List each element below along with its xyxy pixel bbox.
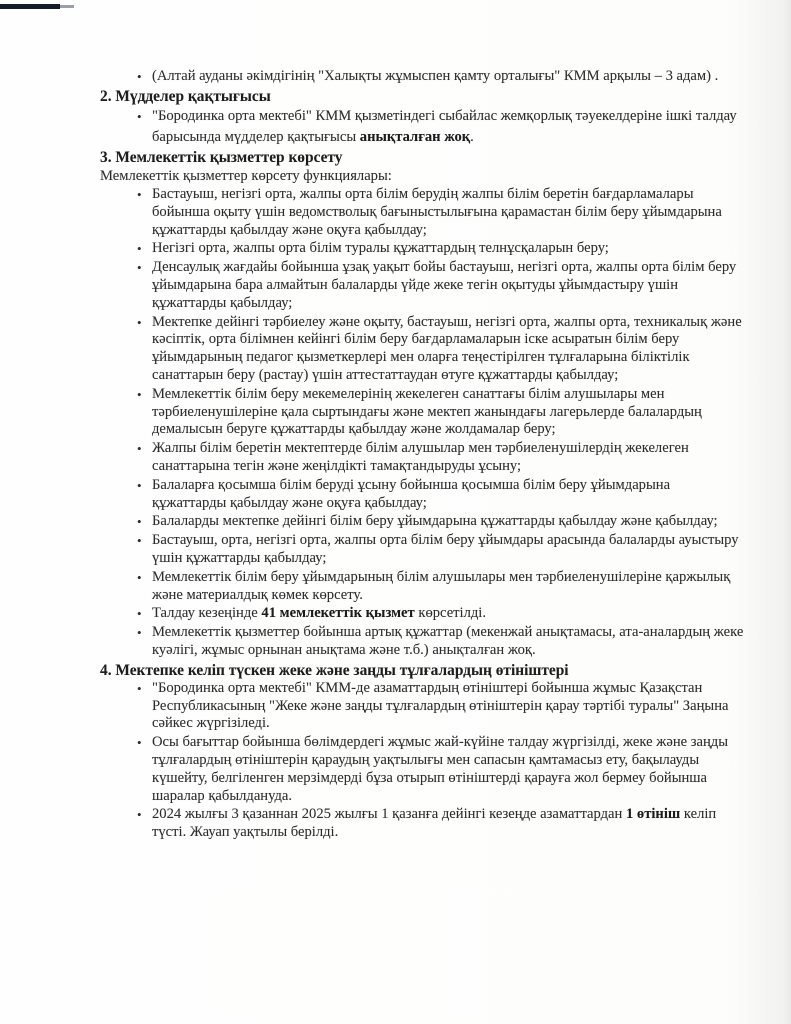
document-body (100, 66, 748, 843)
list-item (100, 477, 748, 513)
list-item (100, 680, 748, 733)
scan-artifact-bar-tail (60, 5, 74, 8)
text-segment: Бастауыш, орта, негізгі орта, жалпы орта білім беру ұйымдары арасында балаларды ауыстыру үшін құжаттарды қабылдау; (152, 532, 739, 566)
text-segment: Балаларға қосымша білім беруді ұсыну бойынша қосымша білім беру ұйымдарына құжаттарды қабылдау және оқуға қабылдау; (152, 476, 671, 511)
list-item (100, 624, 748, 660)
text-segment: Мектепке дейінгі тәрбиелеу және оқыту, бастауыш, негізгі орта, жалпы орта, техникалық және кәсіптік, орта білімнен кейінгі білім беру бағдарламаларын іске асыратын білім беру ұйымдарының педагог қызметкерлері мен оларға теңестірілген тұлғаларына біліктілік санаттарын беру (растау) үшін аттестаттаудан өтуге құжаттарды қабылдау; (152, 313, 742, 383)
list-item (100, 66, 748, 87)
text-segment: (Алтай ауданы әкімдігінің "Халықты жұмыспен қамту орталығы" КММ арқылы – 3 адам) . (152, 68, 719, 84)
text-segment: Мемлекеттік қызметтер бойынша артық құжаттар (мекенжай анықтамасы, ата-аналардың жеке куәлігі, жұмыс орнынан анықтама және т.б.) анықталған жоқ. (152, 624, 744, 658)
list-item (100, 259, 748, 312)
list-item (100, 513, 748, 531)
section-heading-conflict-of-interest: 2. Мүдделер қақтығысы (100, 88, 271, 105)
bold-text-segment: 1 өтініш (625, 806, 681, 823)
text-segment: Жалпы білім беретін мектептерде білім алушылар мен тәрбиеленушілердің жекелеген санаттарына тегін және жеңілдікті тамақтандыруды ұсыну; (152, 440, 689, 474)
list-item (100, 386, 748, 439)
text-segment: келіп түсті. Жауап уақтылы берілді. (152, 806, 717, 841)
services-bullet-list (100, 186, 748, 660)
text-segment: көрсетілді. (414, 605, 487, 622)
text-segment: 2024 жылғы 3 қазаннан 2025 жылғы 1 қазанға дейінгі кезеңде азаматтардан (152, 806, 626, 823)
bold-text-segment: анықталған жоқ (359, 129, 471, 145)
text-segment: Негізгі орта, жалпы орта білім туралы құжаттардың телнұсқаларын беру; (152, 240, 609, 257)
list-item (100, 734, 748, 805)
appeals-bullet-list (100, 680, 748, 842)
list-item (100, 806, 748, 842)
list-item (100, 186, 748, 239)
list-item (100, 532, 748, 568)
list-item (100, 605, 748, 623)
intro-bullet-list (100, 66, 748, 87)
services-intro-paragraph: Мемлекеттік қызметтер көрсету функциялары: (100, 168, 392, 184)
list-item (100, 106, 748, 148)
section-heading-state-services: 3. Мемлекеттік қызметтер көрсету (100, 149, 343, 166)
conflict-bullet-list (100, 106, 748, 148)
list-item (100, 314, 748, 385)
list-item (100, 240, 748, 258)
list-item (100, 440, 748, 476)
text-segment: Осы бағыттар бойынша бөлімдердегі жұмыс жай-күйіне талдау жүргізілді, жеке және заңды тұлғалардың өтініштерін қараудың уақтылығы мен сапасын қамтамасыз ету, бақылауды күшейту, белгіленген мерзімдерді бұза отырып өтініштерді қарауға жол бермеу бойынша шаралар қабылдануда. (152, 734, 729, 804)
text-segment: Бастауыш, негізгі орта, жалпы орта білім берудің жалпы білім беретін бағдарламалары бойынша оқыту үшін ведомстволық бағыныстылығына қарамастан білім беру ұйымдарына құжаттарды қабылдау және оқуға қабылдау; (152, 186, 722, 238)
text-segment: . (470, 129, 474, 145)
scan-artifact-bar (0, 4, 60, 9)
text-segment: Балаларды мектепке дейінгі білім беру ұйымдарына құжаттарды қабылдау және қабылдау; (152, 513, 718, 530)
text-segment: Мемлекеттік білім беру ұйымдарының білім алушылары мен тәрбиеленушілеріне қаржылық және материалдық көмек көрсету. (152, 568, 731, 603)
text-segment: "Бородинка орта мектебі" КММ-де азаматтардың өтініштері бойынша жұмыс Қазақстан Республикасының "Жеке және заңды тұлғалардың өтініштерін қарау тәртібі туралы" Заңына сәйкес жүргізіледі. (152, 679, 729, 732)
section-heading-appeals: 4. Мектепке келіп түскен жеке және заңды тұлғалардың өтініштері (100, 661, 569, 679)
text-segment: Мемлекеттік білім беру мекемелерінің жекелеген санаттағы білім алушылары мен тәрбиеленушілеріне қала сыртындағы және мектеп жанындағы лагерьлерде балалардың демалысын беруге құжаттарды қабылдау және жолдамалар беру; (152, 385, 702, 438)
list-item (100, 569, 748, 605)
text-segment: Денсаулық жағдайы бойынша ұзақ уақыт бойы бастауыш, негізгі орта, жалпы орта білім беру ұйымдарына бара алмайтын балаларды үйде жеке тегін оқытуды ұйымдастыру үшін құжаттарды қабылдау; (152, 259, 737, 311)
text-segment: "Бородинка орта мектебі" КММ қызметіндегі сыбайлас жемқорлық тәуекелдеріне ішкі талдау барысында мүдделер қақтығысы (152, 108, 737, 145)
bold-text-segment: 41 мемлекеттік қызмет (261, 605, 415, 622)
text-segment: Талдау кезеңінде (152, 605, 262, 622)
